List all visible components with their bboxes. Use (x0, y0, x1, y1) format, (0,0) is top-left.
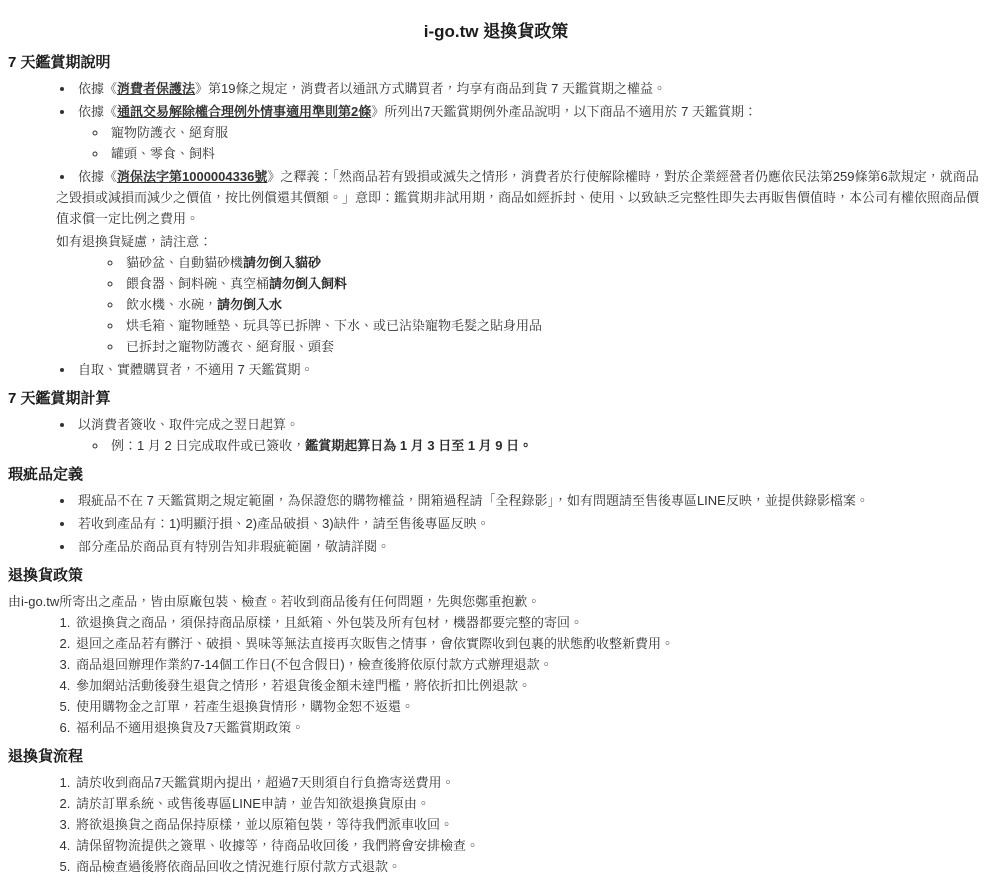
list-item: 5. 商品檢查過後將依商品回收之情況進行原付款方式退款。 (74, 856, 984, 877)
example-dates-text: 鑑賞期起算日為 1 月 3 日至 1 月 9 日。 (305, 438, 533, 453)
list-item: 1. 欲退換貨之商品，須保持商品原樣，且紙箱、外包裝及所有包材，機器都要完整的寄回。 (74, 612, 984, 633)
text-segment: 貓砂盆、自動貓砂機 (126, 255, 244, 270)
list-item (108, 336, 984, 357)
text-segment: 飲水機、水碗， (126, 297, 218, 312)
text-segment: 依據《 (78, 104, 118, 119)
text-segment: 餵食器、飼料碗、真空桶 (126, 276, 270, 291)
return-concern-sublist (108, 252, 984, 357)
list-item (56, 414, 984, 456)
list-item: 2. 退回之產品若有髒汙、破損、異味等無法直接再次販售之情事，會依實際收到包裹的狀態酌收整新費用。 (74, 633, 984, 654)
list-item: • 若收到產品有：1)明顯汙損、2)產品破損、3)缺件，請至售後專區反映。 (56, 513, 984, 534)
section-heading-trial-period-notes: 7 天鑑賞期說明 (8, 54, 111, 71)
list-item (56, 78, 984, 99)
text-segment: 烘毛箱、寵物睡墊、玩具等已拆牌、下水、或已沾染寵物毛髮之貼身用品 (126, 318, 543, 333)
page-title: i-go.tw 退換貨政策 (423, 22, 569, 41)
trial-period-bullet-list-tail (56, 359, 984, 380)
distance-sales-rule-link[interactable]: 通訊交易解除權合理例外情事適用準則第2條 (117, 104, 372, 119)
list-item: 5. 使用購物金之訂單，若產生退換貨情形，購物金恕不返還。 (74, 696, 984, 717)
section-heading-return-policy: 退換貨政策 (8, 567, 84, 584)
list-item: ◦ 罐頭、零食、飼料 (93, 143, 984, 164)
list-item: 3. 將欲退換貨之商品保持原樣，並以原箱包裝，等待我們派車收回。 (74, 814, 984, 835)
list-item (56, 101, 984, 164)
text-segment: 已拆封之寵物防護衣、絕育服、頭套 (126, 339, 335, 354)
list-item (108, 294, 984, 315)
section-heading-trial-period-calculation: 7 天鑑賞期計算 (8, 390, 111, 407)
text-segment: 依據《 (78, 169, 118, 184)
consumer-law-letter-link[interactable]: 消保法字第1000004336號 (117, 169, 268, 184)
exception-products-sublist (93, 122, 984, 164)
return-concern-notice: 如有退換貨疑慮，請注意： (56, 234, 213, 249)
calculation-bullet-list (56, 414, 984, 456)
warning-text: 請勿倒入飼料 (269, 276, 348, 291)
text-segment: 以消費者簽收、取件完成之翌日起算。 (78, 417, 300, 432)
section-heading-defective-definition: 瑕疵品定義 (8, 466, 84, 483)
return-policy-intro: 由i-go.tw所寄出之產品，皆由原廠包裝、檢查。若收到商品後有任何問題，先與您鄭重抱歉。 (8, 594, 541, 609)
list-item (108, 273, 984, 294)
calculation-example-sublist (93, 435, 984, 456)
text-segment: 例：1 月 2 日完成取件或已簽收， (111, 438, 306, 453)
section-heading-return-process: 退換貨流程 (8, 748, 84, 765)
list-item: 4. 參加網站活動後發生退貨之情形，若退貨後金額未達門檻，將依折扣比例退款。 (74, 675, 984, 696)
text-segment: 》第19條之規定，消費者以通訊方式購買者，均享有商品到貨 7 天鑑賞期之權益。 (195, 81, 666, 96)
list-item: • 自取、實體購買者，不適用 7 天鑑賞期。 (56, 359, 984, 380)
list-item: ◦ 寵物防護衣、絕育服 (93, 122, 984, 143)
return-process-numbered-list (8, 772, 984, 877)
list-item: • 瑕疵品不在 7 天鑑賞期之規定範圍，為保證您的購物權益，開箱過程請「全程錄影」，如有問題請至售後專區LINE反映，並提供錄影檔案。 (56, 490, 984, 511)
return-policy-numbered-list (8, 612, 984, 738)
list-item: • 部分產品於商品頁有特別告知非瑕疵範圍，敬請詳閱。 (56, 536, 984, 557)
text-segment: 》所列出7天鑑賞期例外產品說明，以下商品不適用於 7 天鑑賞期： (371, 104, 757, 119)
list-item: 1. 請於收到商品7天鑑賞期內提出，超過7天則須自行負擔寄送費用。 (74, 772, 984, 793)
list-item: 4. 請保留物流提供之簽單、收據等，待商品收回後，我們將會安排檢查。 (74, 835, 984, 856)
list-item: 2. 請於訂單系統、或售後專區LINE申請，並告知欲退換貨原由。 (74, 793, 984, 814)
warning-text: 請勿倒入貓砂 (243, 255, 322, 270)
warning-text: 請勿倒入水 (217, 297, 283, 312)
list-item (108, 252, 984, 273)
consumer-protection-law-link[interactable]: 消費者保護法 (117, 81, 196, 96)
list-item: 6. 福利品不適用退換貨及7天鑑賞期政策。 (74, 717, 984, 738)
defective-definition-list (56, 490, 984, 557)
list-item (93, 435, 984, 456)
list-item (108, 315, 984, 336)
text-segment: 依據《 (78, 81, 118, 96)
trial-period-bullet-list (56, 78, 984, 229)
list-item: 3. 商品退回辦理作業約7-14個工作日(不包含假日)，檢查後將依原付款方式辦理退款。 (74, 654, 984, 675)
text-segment: 》之釋義：「然商品若有毀損或滅失之情形，消費者於行使解除權時，對於企業經營者仍應依民法第259條第6款規定，就商品之毀損或減損而減少之價值，按比例償還其價額。」意即：鑑賞期非試用期，商品如經拆封、使用、以致缺乏完整性即失去再販售價值時，本公司有權依照商品價值求償一定比例之費用。 (56, 169, 980, 226)
list-item (56, 166, 984, 229)
